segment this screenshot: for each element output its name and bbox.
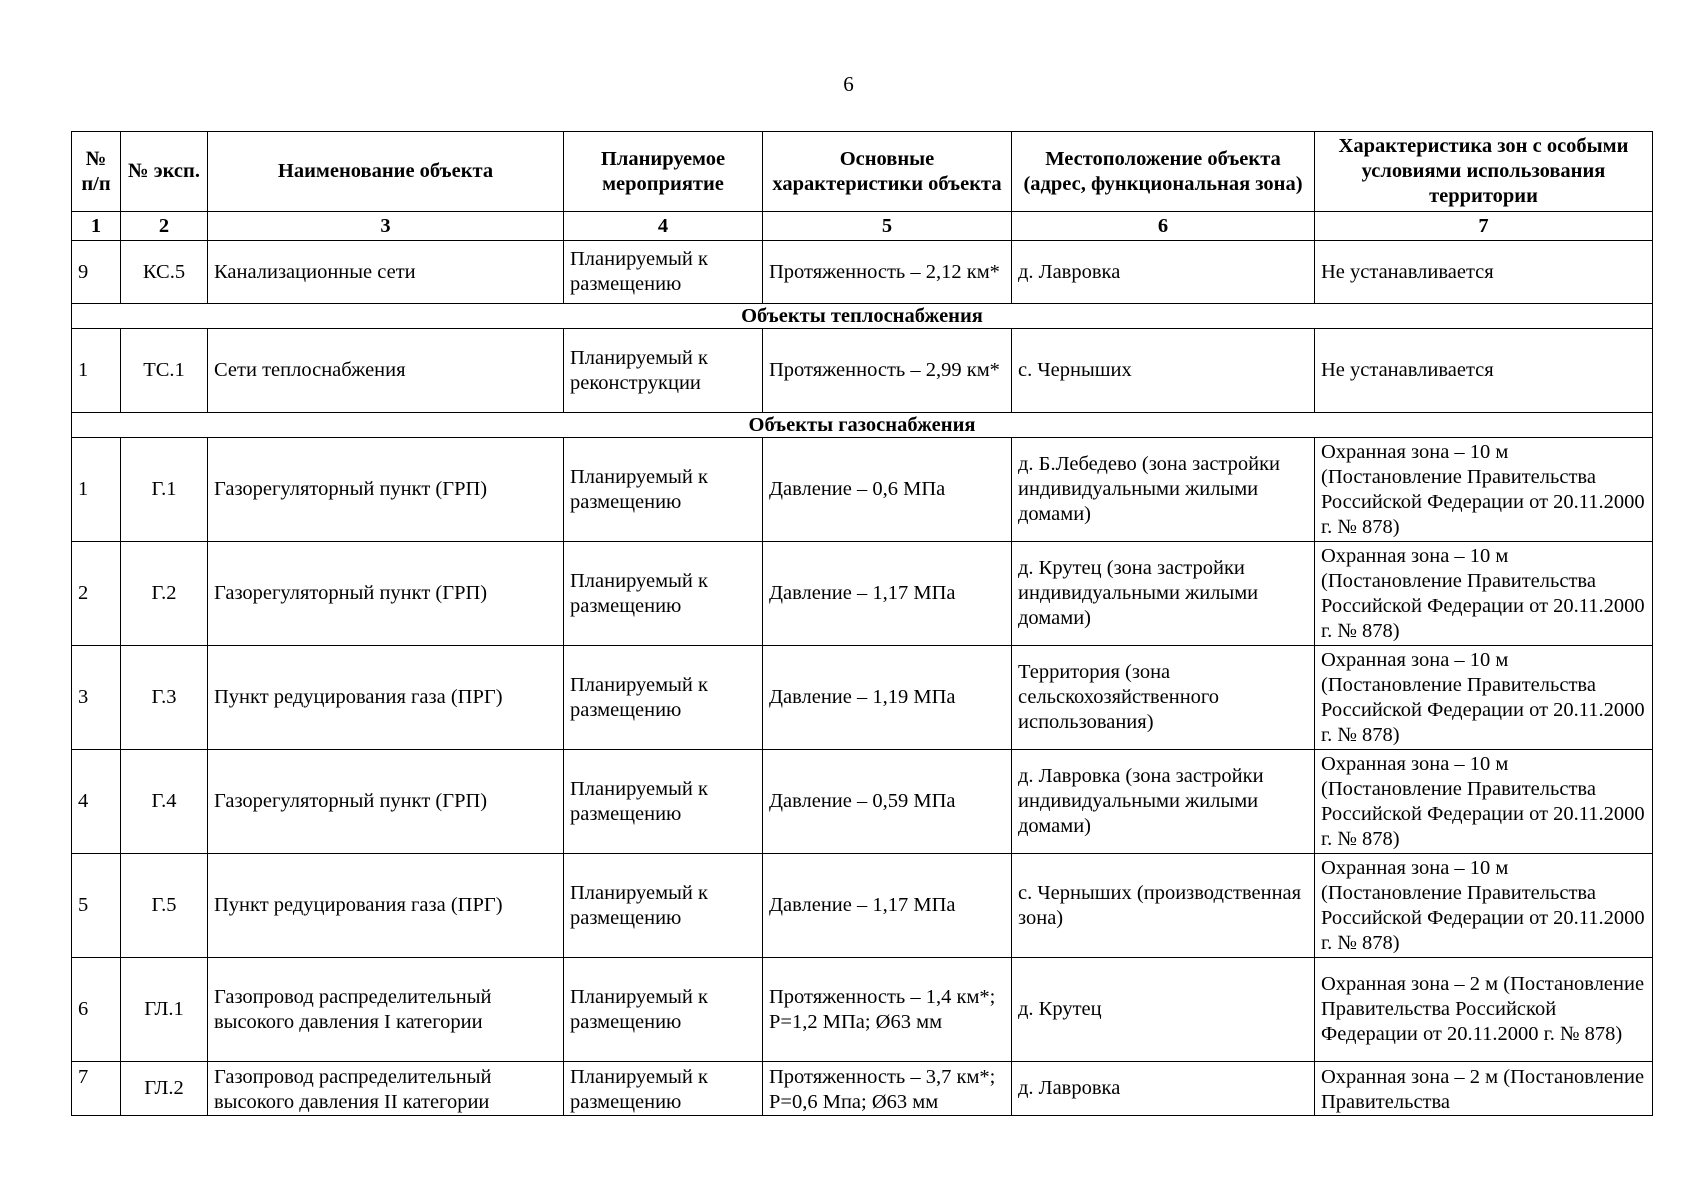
planned-action: Планируемый к размещению — [564, 241, 763, 304]
header-cell: Характеристика зон с особыми условиями использования территории — [1315, 132, 1653, 212]
section-title: Объекты теплоснабжения — [72, 304, 1653, 329]
object-name: Газорегуляторный пункт (ГРП) — [208, 438, 564, 542]
location: д. Лавровка — [1012, 1062, 1315, 1116]
object-name: Газорегуляторный пункт (ГРП) — [208, 750, 564, 854]
zone-characteristics: Охранная зона – 10 м (Постановление Правительства Российской Федерации от 20.11.2000 г. № 878) — [1315, 854, 1653, 958]
location: д. Крутец — [1012, 958, 1315, 1062]
characteristics: Протяженность – 2,12 км* — [763, 241, 1012, 304]
header-cell: № п/п — [72, 132, 121, 212]
table-row — [72, 1062, 1653, 1116]
object-name: Газопровод распределительный высокого давления II категории — [208, 1062, 564, 1116]
object-name: Газопровод распределительный высокого давления I категории — [208, 958, 564, 1062]
table-row — [72, 854, 1653, 958]
row-number: 3 — [72, 646, 121, 750]
planned-action: Планируемый к размещению — [564, 1062, 763, 1116]
planned-action: Планируемый к размещению — [564, 854, 763, 958]
object-code: ТС.1 — [121, 329, 208, 413]
characteristics: Давление – 1,17 МПа — [763, 542, 1012, 646]
row-number: 4 — [72, 750, 121, 854]
object-code: Г.4 — [121, 750, 208, 854]
location: д. Б.Лебедево (зона застройки индивидуальными жилыми домами) — [1012, 438, 1315, 542]
zone-characteristics: Не устанавливается — [1315, 241, 1653, 304]
location: д. Лавровка — [1012, 241, 1315, 304]
object-code: КС.5 — [121, 241, 208, 304]
row-number: 1 — [72, 329, 121, 413]
zone-characteristics: Охранная зона – 2 м (Постановление Правительства Российской Федерации от 20.11.2000 г. № 878) — [1315, 958, 1653, 1062]
header-cell: Планируемое мероприятие — [564, 132, 763, 212]
characteristics: Протяженность – 1,4 км*; Р=1,2 МПа; Ø63 мм — [763, 958, 1012, 1062]
planned-action: Планируемый к размещению — [564, 438, 763, 542]
row-number: 6 — [72, 958, 121, 1062]
zone-characteristics: Охранная зона – 10 м (Постановление Правительства Российской Федерации от 20.11.2000 г. № 878) — [1315, 542, 1653, 646]
table-row — [72, 646, 1653, 750]
section-row — [72, 304, 1653, 329]
location: Территория (зона сельскохозяйственного использования) — [1012, 646, 1315, 750]
object-name: Газорегуляторный пункт (ГРП) — [208, 542, 564, 646]
table-row — [72, 329, 1653, 413]
table-row — [72, 958, 1653, 1062]
location: с. Черныших — [1012, 329, 1315, 413]
characteristics: Давление – 0,6 МПа — [763, 438, 1012, 542]
object-code: ГЛ.1 — [121, 958, 208, 1062]
object-name: Канализационные сети — [208, 241, 564, 304]
section-row — [72, 413, 1653, 438]
zone-characteristics: Охранная зона – 10 м (Постановление Правительства Российской Федерации от 20.11.2000 г. № 878) — [1315, 646, 1653, 750]
zone-characteristics: Охранная зона – 10 м (Постановление Правительства Российской Федерации от 20.11.2000 г. № 878) — [1315, 750, 1653, 854]
table-row — [72, 750, 1653, 854]
object-name: Пункт редуцирования газа (ПРГ) — [208, 854, 564, 958]
column-number: 2 — [121, 212, 208, 241]
header-row — [72, 132, 1653, 212]
planned-action: Планируемый к реконструкции — [564, 329, 763, 413]
column-number: 6 — [1012, 212, 1315, 241]
objects-table — [71, 131, 1653, 1116]
object-name: Пункт редуцирования газа (ПРГ) — [208, 646, 564, 750]
characteristics: Протяженность – 2,99 км* — [763, 329, 1012, 413]
row-number: 7 — [72, 1062, 121, 1116]
zone-characteristics: Охранная зона – 2 м (Постановление Правительства — [1315, 1062, 1653, 1116]
row-number: 2 — [72, 542, 121, 646]
planned-action: Планируемый к размещению — [564, 958, 763, 1062]
header-cell: № эксп. — [121, 132, 208, 212]
object-code: Г.1 — [121, 438, 208, 542]
characteristics: Давление – 1,17 МПа — [763, 854, 1012, 958]
characteristics: Давление – 0,59 МПа — [763, 750, 1012, 854]
column-number: 4 — [564, 212, 763, 241]
object-code: Г.2 — [121, 542, 208, 646]
table-row — [72, 438, 1653, 542]
planned-action: Планируемый к размещению — [564, 750, 763, 854]
zone-characteristics: Охранная зона – 10 м (Постановление Правительства Российской Федерации от 20.11.2000 г. № 878) — [1315, 438, 1653, 542]
page-number: 6 — [843, 72, 854, 96]
column-number: 3 — [208, 212, 564, 241]
column-number: 1 — [72, 212, 121, 241]
object-code: Г.5 — [121, 854, 208, 958]
object-code: ГЛ.2 — [121, 1062, 208, 1116]
column-number: 5 — [763, 212, 1012, 241]
location: д. Крутец (зона застройки индивидуальными жилыми домами) — [1012, 542, 1315, 646]
header-cell: Местоположение объекта (адрес, функциональная зона) — [1012, 132, 1315, 212]
row-number: 9 — [72, 241, 121, 304]
object-code: Г.3 — [121, 646, 208, 750]
table-row — [72, 542, 1653, 646]
characteristics: Протяженность – 3,7 км*; Р=0,6 Мпа; Ø63 мм — [763, 1062, 1012, 1116]
column-number-row — [72, 212, 1653, 241]
header-cell: Основные характеристики объекта — [763, 132, 1012, 212]
location: д. Лавровка (зона застройки индивидуальными жилыми домами) — [1012, 750, 1315, 854]
header-cell: Наименование объекта — [208, 132, 564, 212]
column-number: 7 — [1315, 212, 1653, 241]
planned-action: Планируемый к размещению — [564, 542, 763, 646]
section-title: Объекты газоснабжения — [72, 413, 1653, 438]
zone-characteristics: Не устанавливается — [1315, 329, 1653, 413]
location: с. Черныших (производственная зона) — [1012, 854, 1315, 958]
row-number: 1 — [72, 438, 121, 542]
characteristics: Давление – 1,19 МПа — [763, 646, 1012, 750]
table-row — [72, 241, 1653, 304]
row-number: 5 — [72, 854, 121, 958]
object-name: Сети теплоснабжения — [208, 329, 564, 413]
planned-action: Планируемый к размещению — [564, 646, 763, 750]
